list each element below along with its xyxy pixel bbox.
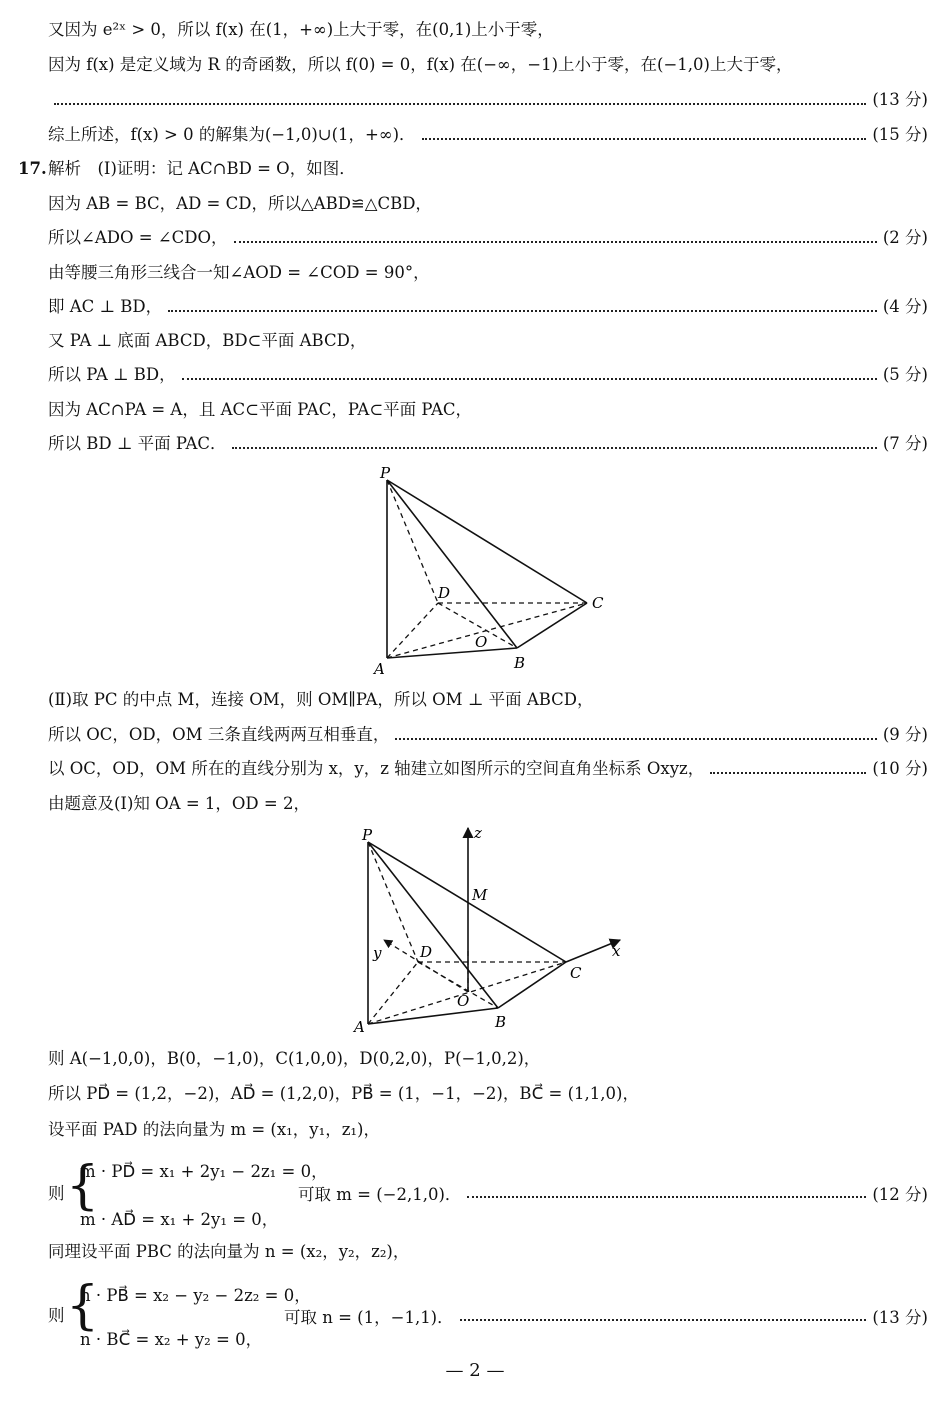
label-A: A — [374, 660, 385, 678]
text-line: 设平面 PAD 的法向量为 m = (x₁，y₁，z₁)， — [48, 1120, 380, 1139]
problem-number: 17. — [18, 159, 47, 178]
label-P: P — [380, 464, 391, 482]
label-D: D — [420, 943, 433, 961]
score-label: (13 分) — [872, 90, 928, 109]
text-line: 所以 BD ⊥ 平面 PAC． (7 分) — [48, 430, 928, 458]
label-z: z — [474, 824, 482, 842]
text-line: (Ⅱ)取 PC 的中点 M，连接 OM，则 OM∥PA，所以 OM ⊥ 平面 ABCD， — [48, 690, 594, 709]
left-brace: { — [66, 1156, 100, 1216]
text-line: 综上所述，f(x) > 0 的解集为(−1,0)∪(1，+∞)． (15 分) — [48, 121, 928, 149]
text-line: 所以 PA ⊥ BD， (5 分) — [48, 361, 928, 389]
edge-AB — [368, 1008, 498, 1024]
text-line: 以 OC，OD，OM 所在的直线分别为 x，y，z 轴建立如图所示的空间直角坐标系 Oxyz， (10 分) — [48, 755, 928, 783]
leader-dots — [710, 772, 866, 774]
equation-line: n · BC⃗ = x₂ + y₂ = 0， — [80, 1330, 263, 1349]
text-line: 因为 f(x) 是定义域为 R 的奇函数，所以 f(0) = 0，f(x) 在(−∞，−1)上小于零，在(−1,0)上大于零， — [48, 55, 793, 74]
equation-line: n · PB⃗ = x₂ − y₂ − 2z₂ = 0， — [80, 1286, 311, 1305]
leader-dots — [460, 1319, 867, 1321]
label-C: C — [570, 964, 582, 982]
leader-dots — [234, 241, 877, 243]
text-line: 因为 AB = BC，AD = CD，所以△ABD≌△CBD， — [48, 194, 432, 213]
label-B: B — [514, 654, 526, 672]
text-line: 由等腰三角形三线合一知∠AOD = ∠COD = 90°， — [48, 263, 430, 282]
leader-dots — [467, 1196, 866, 1198]
leader-dots — [232, 447, 876, 449]
left-brace: { — [66, 1276, 100, 1336]
label-A: A — [354, 1018, 365, 1036]
edge-PC — [387, 480, 587, 603]
text-line: 同理设平面 PBC 的法向量为 n = (x₂，y₂，z₂)， — [48, 1242, 410, 1261]
text-line: 因为 AC∩PA = A，且 AC⊂平面 PAC，PA⊂平面 PAC， — [48, 400, 473, 419]
system-result: 可取 n = (1，−1,1)． (13 分) — [284, 1304, 928, 1328]
text-line: 解析 (Ⅰ)证明：记 AC∩BD = O，如图． — [48, 159, 356, 178]
system-label: 则 — [48, 1306, 65, 1325]
edge-PD — [387, 480, 438, 603]
leader-dots — [395, 738, 877, 740]
score-label: (2 分) — [882, 228, 928, 247]
edge-PB — [368, 842, 498, 1008]
edge-BC — [517, 603, 587, 648]
leader-dots — [422, 138, 867, 140]
label-P: P — [362, 826, 373, 844]
label-x: x — [612, 942, 621, 960]
score-label: (5 分) — [882, 365, 928, 384]
system-result: 可取 m = (−2,1,0)． (12 分) — [298, 1181, 928, 1205]
equation-line: m · PD⃗ = x₁ + 2y₁ − 2z₁ = 0， — [80, 1162, 328, 1181]
equation-line: m · AD⃗ = x₁ + 2y₁ = 0， — [80, 1210, 279, 1229]
score-label: (10 分) — [872, 759, 928, 778]
score-label: (12 分) — [872, 1185, 928, 1204]
system-label: 则 — [48, 1184, 65, 1203]
score-label: (4 分) — [882, 297, 928, 316]
pyramid-figure-1 — [360, 462, 620, 682]
text-line: 所以 PD⃗ = (1,2，−2)，AD⃗ = (1,2,0)，PB⃗ = (1，−1，−2)，BC⃗ = (1,1,0)， — [48, 1084, 639, 1103]
score-label: (9 分) — [882, 725, 928, 744]
text-line: 所以∠ADO = ∠CDO， (2 分) — [48, 224, 928, 252]
edge-AD — [387, 603, 438, 658]
edge-PB — [387, 480, 517, 648]
label-y: y — [373, 944, 382, 962]
label-M: M — [472, 886, 488, 904]
equation-system-1 — [48, 1154, 928, 1234]
text-line — [48, 86, 928, 114]
label-C: C — [592, 594, 604, 612]
edge-BC — [498, 962, 566, 1008]
text-line: 即 AC ⊥ BD， (4 分) — [48, 293, 928, 321]
pyramid-figure-2 — [340, 822, 640, 1042]
score-label: (13 分) — [872, 1308, 928, 1327]
score-label: (15 分) — [872, 125, 928, 144]
edge-PC — [368, 842, 566, 962]
leader-dots — [168, 310, 877, 312]
text-line: 又 PA ⊥ 底面 ABCD，BD⊂平面 ABCD， — [48, 331, 367, 350]
label-O: O — [457, 992, 470, 1010]
text-line: 又因为 e²ˣ > 0，所以 f(x) 在(1，+∞)上大于零，在(0,1)上小于零， — [48, 20, 554, 39]
equation-system-2 — [48, 1274, 928, 1354]
page-number: — 2 — — [445, 1360, 505, 1381]
score-label: (7 分) — [882, 434, 928, 453]
leader-dots — [54, 103, 866, 105]
label-B: B — [495, 1013, 507, 1031]
text-line: 则 A(−1,0,0)，B(0，−1,0)，C(1,0,0)，D(0,2,0)，P(−1,0,2)， — [48, 1049, 541, 1068]
label-O: O — [475, 633, 488, 651]
text-line: 所以 OC，OD，OM 三条直线两两互相垂直， (9 分) — [48, 721, 928, 749]
label-D: D — [438, 584, 451, 602]
text-line: 由题意及(Ⅰ)知 OA = 1，OD = 2， — [48, 794, 310, 813]
edge-AD — [368, 962, 418, 1024]
leader-dots — [182, 378, 877, 380]
